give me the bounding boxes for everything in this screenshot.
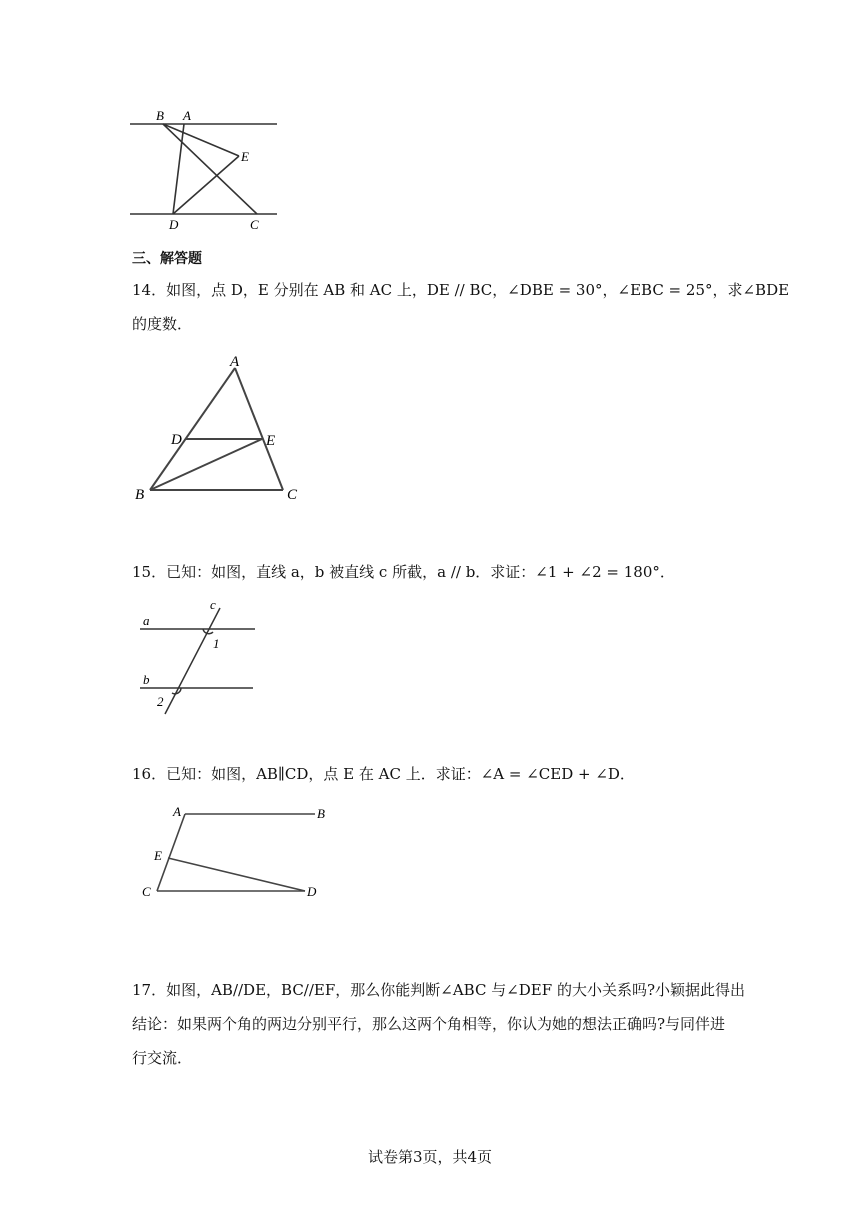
figure-q16 — [135, 800, 335, 904]
q14-text-line2: 的度数． — [132, 315, 193, 333]
segment-be — [163, 124, 239, 156]
label-e: E — [266, 433, 276, 449]
label-d: D — [169, 217, 179, 232]
label-a: A — [183, 108, 191, 123]
label-d: D — [307, 884, 317, 899]
label-b: B — [135, 487, 145, 503]
segment-bc — [163, 124, 257, 214]
line-c — [165, 608, 220, 714]
q15-text-line1: 15．已知：如图，直线 a，b 被直线 c 所截，a // b．求证：∠1 + ∠2 = 180°． — [132, 563, 675, 581]
figure-q15 — [135, 596, 265, 718]
label-e: E — [154, 848, 162, 863]
page-footer: 试卷第3页，共4页 — [367, 1148, 493, 1166]
label-d: D — [171, 432, 182, 448]
q14-text-line1: 14．如图，点 D，E 分别在 AB 和 AC 上，DE // BC，∠DBE = 30°，∠EBC = 25°，求∠BDE — [132, 281, 790, 299]
label-b: b — [143, 672, 150, 687]
q17-text-line1: 17．如图，AB//DE，BC//EF，那么你能判断∠ABC 与∠DEF 的大小关系吗?小颖据此得出 — [132, 981, 745, 999]
label-2: 2 — [157, 694, 164, 709]
label-b: B — [156, 108, 164, 123]
figure-q14 — [130, 350, 310, 510]
label-a: a — [143, 613, 150, 628]
label-c: c — [210, 597, 216, 612]
segment-ed — [168, 858, 305, 891]
label-b: B — [317, 806, 325, 821]
figure-q13 — [125, 105, 285, 233]
segment-ad — [173, 124, 184, 214]
section-title: 三、解答题 — [132, 251, 202, 267]
q16-text-line1: 16．已知：如图，AB∥CD，点 E 在 AC 上．求证：∠A = ∠CED + ∠D． — [132, 765, 635, 783]
label-c: C — [287, 487, 298, 503]
segment-ac — [235, 368, 283, 490]
q17-text-line3: 行交流． — [132, 1049, 193, 1067]
q17-text-line2: 结论：如果两个角的两边分别平行，那么这两个角相等，你认为她的想法正确吗?与同伴进 — [132, 1015, 726, 1033]
label-a: A — [230, 354, 240, 370]
label-a: A — [173, 804, 181, 819]
label-e: E — [241, 149, 249, 164]
label-1: 1 — [213, 636, 220, 651]
label-c: C — [250, 217, 259, 232]
label-c: C — [142, 884, 151, 899]
